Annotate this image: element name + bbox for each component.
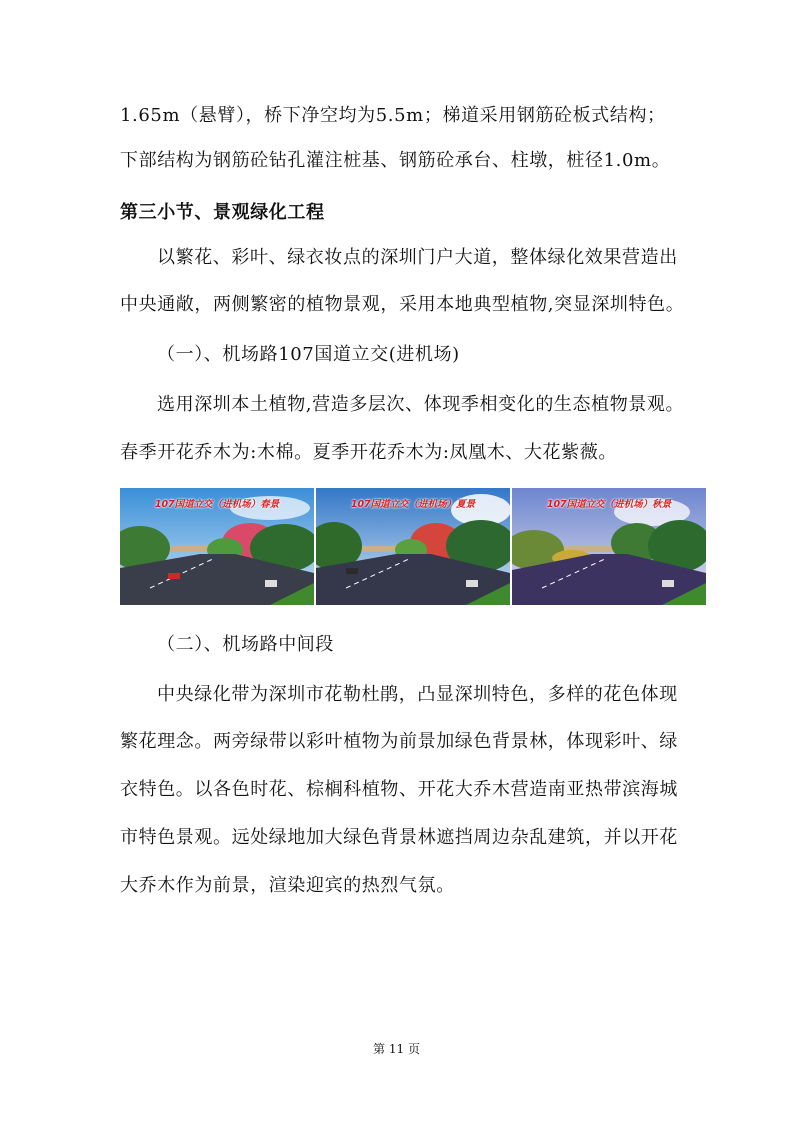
autumn-rendering-image (512, 488, 706, 605)
subsection-heading: （二）、机场路中间段 (157, 634, 334, 655)
image-caption: 107国道立交（进机场）秋景 (546, 499, 672, 510)
paragraph-line: 选用深圳本土植物,营造多层次、体现季相变化的生态植物景观。 (157, 394, 685, 415)
paragraph-line: 1.65m（悬臂），桥下净空均为5.5m；梯道采用钢筋砼板式结构； (120, 105, 666, 126)
subsection-heading: （一）、机场路107国道立交(进机场) (157, 344, 460, 365)
paragraph-line: 中央通敞，两侧繁密的植物景观，采用本地典型植物,突显深圳特色。 (120, 294, 685, 315)
page-number: 第 11 页 (373, 1042, 420, 1056)
season-rendering-strip (120, 488, 706, 605)
section-heading: 第三小节、景观绿化工程 (120, 202, 325, 223)
spring-rendering-image (120, 488, 314, 605)
paragraph-line: 大乔木作为前景，渲染迎宾的热烈气氛。 (120, 875, 455, 896)
image-caption: 107国道立交（进机场）夏景 (350, 499, 476, 510)
paragraph-line: 中央绿化带为深圳市花勒杜鹃，凸显深圳特色，多样的花色体现 (157, 684, 678, 705)
paragraph-line: 春季开花乔木为:木棉。夏季开花乔木为:凤凰木、大花紫薇。 (120, 442, 617, 463)
image-caption: 107国道立交（进机场）春景 (154, 499, 280, 510)
paragraph-line: 繁花理念。两旁绿带以彩叶植物为前景加绿色背景林，体现彩叶、绿 (120, 731, 678, 752)
paragraph-line: 衣特色。以各色时花、棕榈科植物、开花大乔木营造南亚热带滨海城 (120, 779, 678, 800)
paragraph-line: 市特色景观。远处绿地加大绿色背景林遮挡周边杂乱建筑，并以开花 (120, 827, 678, 848)
paragraph-line: 下部结构为钢筋砼钻孔灌注桩基、钢筋砼承台、柱墩，桩径1.0m。 (120, 150, 671, 171)
summer-rendering-image (316, 488, 510, 605)
paragraph-line: 以繁花、彩叶、绿衣妆点的深圳门户大道，整体绿化效果营造出 (157, 247, 678, 268)
